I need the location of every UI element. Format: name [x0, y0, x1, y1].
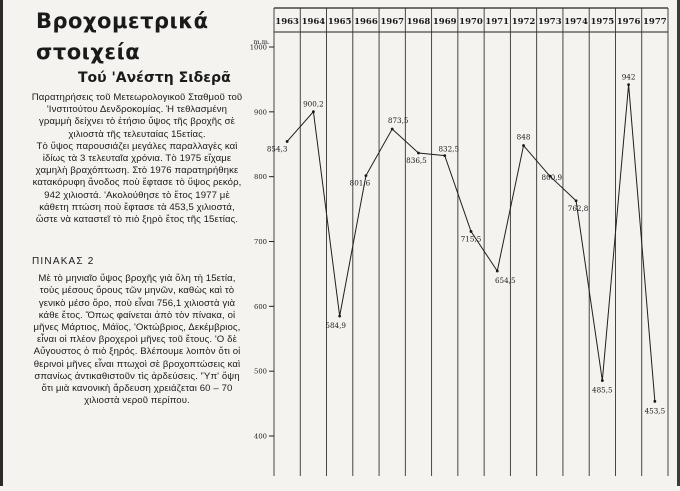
data-label: 801,6 [349, 178, 371, 188]
y-tick-label: 900 [254, 108, 267, 117]
data-label: 900,2 [303, 99, 324, 109]
year-label: 1963 [275, 17, 299, 27]
data-label: 715,5 [460, 234, 482, 244]
scan-edge-left [0, 0, 3, 486]
data-label: 832,5 [438, 144, 460, 154]
data-label: 654,5 [494, 275, 516, 285]
data-label: 485,5 [592, 385, 613, 395]
y-tick-label: 500 [254, 367, 267, 376]
data-label: 836,5 [406, 156, 427, 166]
data-point [627, 83, 630, 86]
article-author: Τού 'Ανέστη Σιδερᾶ [78, 70, 231, 86]
data-point [653, 400, 656, 403]
y-tick-label: 700 [254, 238, 267, 246]
data-label: 942 [621, 72, 636, 82]
data-point [417, 152, 420, 155]
y-tick-label: 600 [254, 302, 267, 311]
data-label: 453,5 [644, 406, 666, 416]
rainfall-chart [244, 0, 680, 486]
year-label: 1971 [485, 17, 510, 27]
year-label: 1964 [301, 17, 326, 27]
year-label: 1977 [643, 17, 667, 27]
year-label: 1968 [406, 17, 431, 27]
data-label: 762,8 [567, 203, 589, 213]
y-tick-label: 1000 [249, 43, 267, 52]
year-label: 1966 [354, 17, 378, 27]
year-label: 1972 [511, 17, 536, 27]
year-label: 1974 [564, 17, 588, 27]
data-point [391, 128, 394, 131]
data-point [575, 199, 578, 202]
year-label: 1976 [616, 17, 641, 27]
data-point [601, 379, 604, 382]
data-point [286, 140, 289, 143]
rainfall-chart-svg [244, 0, 680, 486]
data-label: 854,3 [266, 144, 288, 154]
data-point [443, 154, 446, 157]
data-point [338, 315, 341, 318]
data-point [470, 230, 473, 233]
data-point [312, 110, 315, 113]
year-label: 1975 [590, 17, 615, 27]
data-point [522, 144, 525, 147]
year-label: 1970 [459, 17, 483, 27]
article-column [22, 6, 244, 407]
data-point [496, 270, 499, 273]
year-label: 1965 [327, 17, 352, 27]
y-tick-label: 800 [254, 173, 267, 182]
table-heading: ΠΙΝΑΚΑΣ 2 [32, 256, 95, 268]
monthly-paragraph: Μὲ τὸ μηνιαῖο ὕψος βροχῆς γιὰ ὅλη τὴ 15ετία, τοὺς μέσους ὅρους τῶν μηνῶν, καθὼς καὶ τὸ γενικὸ μέσο ὅρο, ποὺ εἶναι 756,1 χιλιοστὰ γιὰ κάθε ἔτος. Ὅπως φαίνεται ἀπὸ τὸν πίνακα, οἱ μῆνες Μάρτιος, Μάϊος, 'Οκτώβριος, Δεκέμβριος, εἶναι οἱ πλέον βροχεροὶ μῆνες τοῦ ἔτους. 'Ο δὲ Αὔγουστος ὁ πιὸ ξηρός. Βλέπουμε λοιπὸν ὅτι οἱ θερινοὶ μῆνες εἶναι πτωχοὶ σὲ βροχοπτώσεις καὶ σπανίως ἀντικαθιστοῦν τὶς ἀρδεύσεις. 'Ὑπ' ὄψη ὅτι μιὰ κανονικὴ ἄρδευση χρειάζεται 60 – 70 χιλιοστὰ νεροῦ περίπου. [33, 273, 241, 407]
y-unit-label: m.m. [253, 38, 270, 46]
article-title-line1: Βροχομετρικά [36, 9, 209, 33]
year-label: 1967 [380, 17, 405, 27]
data-label: 584,9 [325, 321, 346, 331]
data-label: 800,9 [541, 173, 563, 183]
intro-paragraph: Παρατηρήσεις τοῦ Μετεωρολογικοῦ Σταθμοῦ τοῦ 'Ινστιτούτου Δενδροκομίας. Ἡ τεθλασμένη γραμμὴ δείχνει τὸ ἐτήσιο ὕψος τῆς βροχῆς σὲ χιλιοστὰ τῆς τελευταίας 15ετίας. [31, 92, 243, 140]
data-label: 848 [516, 132, 531, 142]
y-tick-label: 400 [254, 432, 267, 441]
year-label: 1973 [537, 17, 562, 27]
data-point [365, 174, 368, 177]
year-label: 1969 [432, 17, 457, 27]
data-label: 873,5 [387, 116, 409, 126]
variation-paragraph: Τὸ ὕψος παρουσιάζει μεγάλες παραλλαγὲς καὶ ἰδίως τὰ 3 τελευταῖα χρόνια. Τὸ 1975 εἴχαμε χαμηλὴ βραχόπτωση. Στὸ 1976 παρατηρήθηκε κατακόρυφη ἄνοδος ποὺ ἔφτασε τὸ ὕψος ρεκόρ, 942 χιλιοστά. 'Ακολούθησε τὸ ἔτος 1977 μὲ κάθετη πτώση ποὺ ἔφτασε τὰ 453,5 χιλιοστά, ὥστε νὰ καταστεῖ τὸ πιὸ ξηρὸ ἔτος τῆς 15ετίας. [32, 140, 242, 226]
article-title-line2: στοιχεία [36, 40, 141, 64]
